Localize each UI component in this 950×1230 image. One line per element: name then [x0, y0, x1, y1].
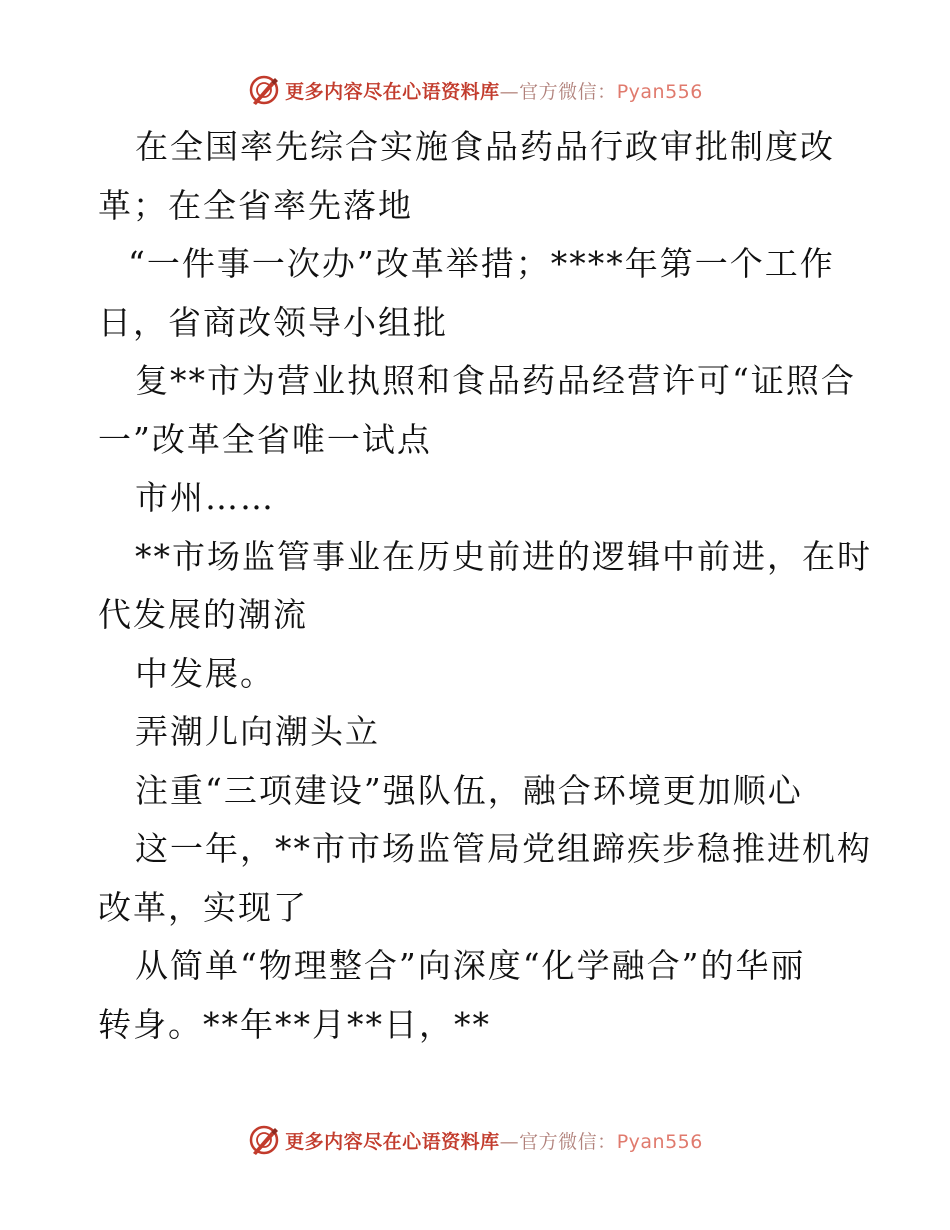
watermark-brand: 更多内容尽在心语资料库: [285, 80, 500, 103]
watermark-wechat-label: 官方微信：: [519, 1130, 617, 1153]
body-line: 一”改革全省唯一试点: [98, 419, 432, 459]
watermark-brand: 更多内容尽在心语资料库: [285, 1130, 500, 1153]
header-watermark-banner: [0, 70, 950, 110]
watermark-wechat-id: Pyan556: [616, 80, 703, 103]
body-line: 市州……: [135, 478, 275, 517]
body-line: 弄潮儿向潮头立: [135, 712, 380, 751]
watermark-separator: —: [499, 1130, 520, 1153]
body-line: **市场监管事业在历史前进的逻辑中前进，在时: [135, 536, 872, 576]
watermark-wechat-label: 官方微信：: [519, 80, 617, 103]
body-line: 革；在全省率先落地: [98, 185, 413, 225]
body-line: 这一年，**市市场监管局党组蹄疾步稳推进机构: [135, 829, 872, 868]
watermark-separator: —: [499, 80, 520, 103]
body-line: 在全国率先综合实施食品药品行政审批制度改: [135, 127, 835, 166]
document-body: [98, 118, 872, 1054]
body-line: 日，省商改领导小组批: [98, 302, 448, 342]
pen-circle-logo-icon: [247, 1123, 281, 1157]
pen-circle-logo-icon: [247, 73, 281, 107]
body-line: 复**市为营业执照和食品药品经营许可“证照合: [135, 361, 856, 400]
body-line: 从简单“物理整合”向深度“化学融合”的华丽: [135, 946, 806, 985]
watermark-wechat-id: Pyan556: [616, 1130, 703, 1153]
body-line: 中发展。: [135, 653, 275, 693]
body-line: 转身。**年**月**日，**: [98, 1004, 491, 1044]
body-line: 注重“三项建设”强队伍，融合环境更加顺心: [135, 770, 803, 810]
body-line: 改革，实现了: [98, 887, 308, 927]
body-line: 代发展的潮流: [98, 595, 308, 634]
body-line: “一件事一次办”改革举措；****年第一个工作: [128, 244, 835, 283]
watermark-text: [285, 77, 703, 104]
watermark-text: [285, 1127, 703, 1154]
footer-watermark-banner: [0, 1120, 950, 1160]
